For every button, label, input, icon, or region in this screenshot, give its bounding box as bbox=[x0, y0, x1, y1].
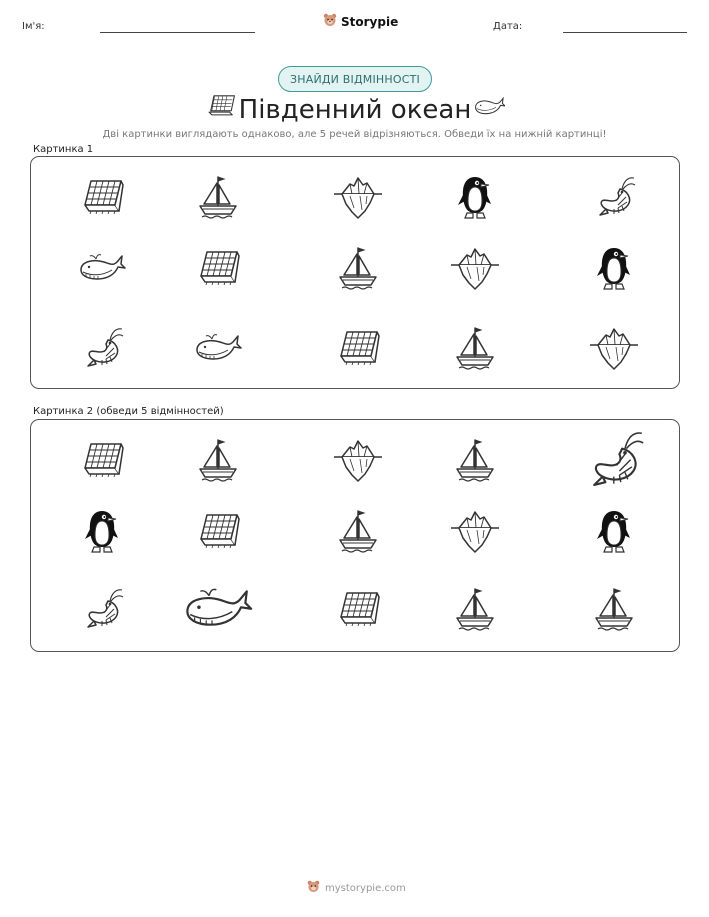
activity-badge: ЗНАЙДИ ВІДМІННОСТІ bbox=[278, 66, 432, 92]
iceberg-icon bbox=[588, 325, 640, 371]
blanket-icon[interactable] bbox=[79, 440, 125, 480]
iceberg-icon bbox=[449, 245, 501, 291]
page-title: Південний океан bbox=[238, 95, 472, 125]
iceberg-icon[interactable] bbox=[449, 508, 501, 554]
bear-logo-icon bbox=[323, 12, 337, 31]
shrimp-icon bbox=[592, 175, 636, 219]
sailboat-icon bbox=[196, 174, 240, 220]
shrimp-icon bbox=[80, 326, 124, 370]
picture2-label: Картинка 2 (обведи 5 відмінностей) bbox=[33, 406, 224, 417]
brand-logo bbox=[323, 12, 398, 31]
whale-deco-icon bbox=[473, 95, 505, 121]
shrimp-icon[interactable] bbox=[80, 587, 124, 631]
blanket-icon bbox=[195, 248, 241, 288]
footer-url: mystorypie.com bbox=[325, 882, 406, 894]
penguin-icon[interactable] bbox=[594, 507, 634, 555]
sailboat-icon bbox=[336, 245, 380, 291]
instructions: Дві картинки виглядають однаково, але 5 речей відрізняються. Обведи їх на нижній картинці! bbox=[102, 129, 607, 140]
shrimp-icon[interactable] bbox=[583, 429, 645, 491]
whale-icon bbox=[194, 333, 242, 363]
blanket-icon bbox=[335, 328, 381, 368]
blanket-icon bbox=[79, 177, 125, 217]
date-line[interactable] bbox=[563, 32, 687, 33]
picture1-label: Картинка 1 bbox=[33, 144, 94, 155]
iceberg-icon bbox=[332, 174, 384, 220]
sailboat-icon[interactable] bbox=[592, 586, 636, 632]
whale-icon[interactable] bbox=[183, 587, 253, 631]
sailboat-icon[interactable] bbox=[453, 437, 497, 483]
iceberg-icon[interactable] bbox=[332, 437, 384, 483]
penguin-icon[interactable] bbox=[82, 507, 122, 555]
date-label: Дата: bbox=[493, 21, 523, 32]
penguin-icon bbox=[594, 244, 634, 292]
sailboat-icon[interactable] bbox=[453, 586, 497, 632]
bear-logo-icon bbox=[307, 880, 320, 896]
brand-name: Storypie bbox=[341, 14, 399, 29]
sailboat-icon[interactable] bbox=[196, 437, 240, 483]
name-label: Ім'я: bbox=[22, 21, 45, 32]
blanket-icon[interactable] bbox=[195, 511, 241, 551]
sailboat-icon bbox=[453, 325, 497, 371]
name-line[interactable] bbox=[100, 32, 255, 33]
whale-icon bbox=[78, 253, 126, 283]
footer bbox=[307, 880, 406, 896]
penguin-icon bbox=[455, 173, 495, 221]
blanket-icon[interactable] bbox=[335, 589, 381, 629]
sailboat-icon[interactable] bbox=[336, 508, 380, 554]
